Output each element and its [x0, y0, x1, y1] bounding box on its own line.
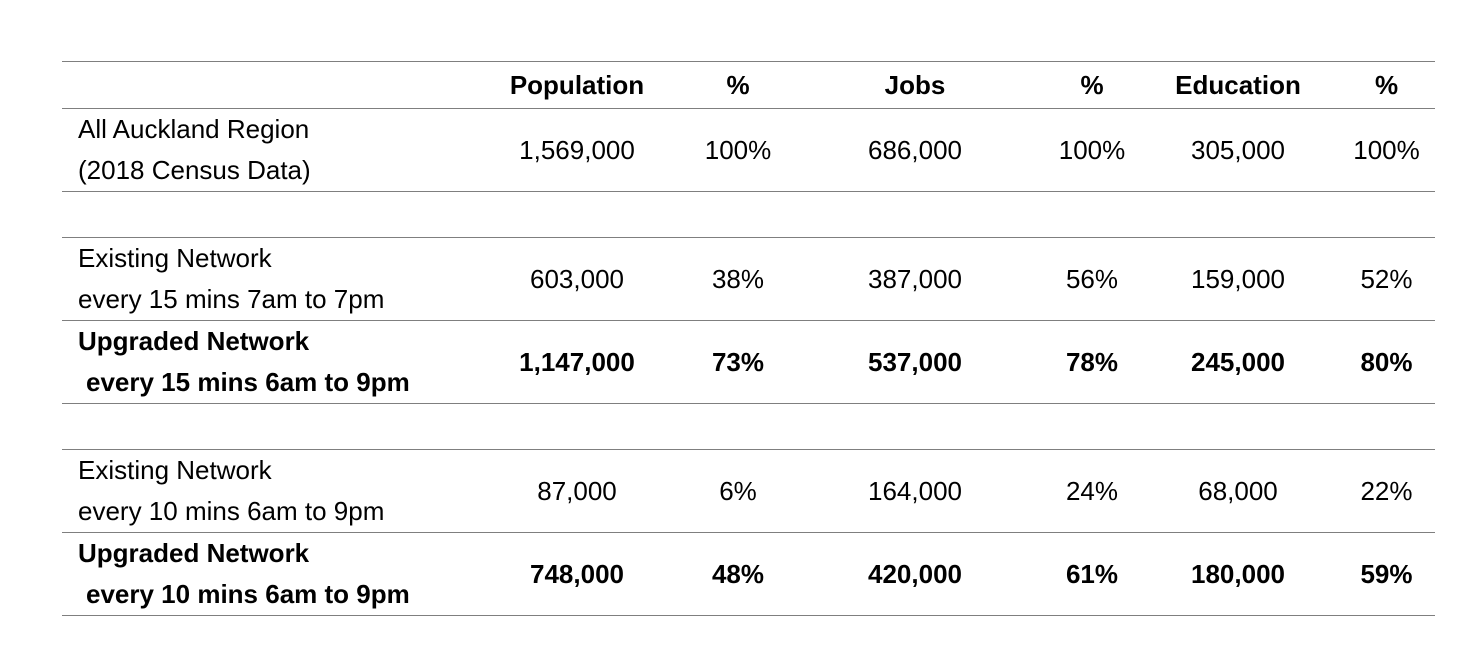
cell-jobs: 387,000 [784, 238, 1046, 321]
cell-education: 180,000 [1138, 533, 1338, 616]
row-label-line1: Existing Network [78, 243, 272, 273]
cell-jobs: 537,000 [784, 321, 1046, 404]
cell-population: 1,569,000 [462, 109, 692, 192]
cell-jobs-pct: 24% [1046, 450, 1138, 533]
cell-education-pct: 52% [1338, 238, 1435, 321]
cell-education: 68,000 [1138, 450, 1338, 533]
row-label [62, 109, 462, 192]
row-label-line1: Upgraded Network [78, 326, 310, 356]
coverage-table [62, 61, 1435, 616]
row-label-line2: every 10 mins 6am to 9pm [78, 496, 385, 526]
header-population-pct: % [692, 62, 784, 109]
row-label [62, 321, 462, 404]
row-label-line2: every 15 mins 6am to 9pm [86, 367, 410, 397]
header-education: Education [1138, 62, 1338, 109]
row-label [62, 450, 462, 533]
table-row [62, 321, 1435, 404]
cell-education: 245,000 [1138, 321, 1338, 404]
row-label-line1: Existing Network [78, 455, 272, 485]
row-label [62, 533, 462, 616]
header-population: Population [462, 62, 692, 109]
header-jobs: Jobs [784, 62, 1046, 109]
table-row [62, 238, 1435, 321]
cell-jobs-pct: 61% [1046, 533, 1138, 616]
row-label-line2: (2018 Census Data) [78, 155, 311, 185]
cell-population: 748,000 [462, 533, 692, 616]
row-label-line2: every 15 mins 7am to 7pm [78, 284, 385, 314]
header-education-pct: % [1338, 62, 1435, 109]
header-row [62, 62, 1435, 109]
row-label [62, 238, 462, 321]
cell-jobs-pct: 56% [1046, 238, 1138, 321]
cell-education-pct: 22% [1338, 450, 1435, 533]
spacer-row [62, 192, 1435, 238]
cell-education: 305,000 [1138, 109, 1338, 192]
cell-population-pct: 38% [692, 238, 784, 321]
header-label [62, 62, 462, 109]
table-row [62, 450, 1435, 533]
cell-jobs-pct: 78% [1046, 321, 1138, 404]
cell-jobs: 164,000 [784, 450, 1046, 533]
header-jobs-pct: % [1046, 62, 1138, 109]
cell-population: 87,000 [462, 450, 692, 533]
cell-jobs: 420,000 [784, 533, 1046, 616]
spacer-row [62, 404, 1435, 450]
cell-population-pct: 48% [692, 533, 784, 616]
row-label-line1: All Auckland Region [78, 114, 310, 144]
table-row [62, 109, 1435, 192]
cell-population-pct: 6% [692, 450, 784, 533]
cell-education-pct: 59% [1338, 533, 1435, 616]
cell-education: 159,000 [1138, 238, 1338, 321]
cell-jobs-pct: 100% [1046, 109, 1138, 192]
cell-education-pct: 80% [1338, 321, 1435, 404]
row-label-line2: every 10 mins 6am to 9pm [86, 579, 410, 609]
row-label-line1: Upgraded Network [78, 538, 310, 568]
cell-jobs: 686,000 [784, 109, 1046, 192]
cell-population-pct: 100% [692, 109, 784, 192]
cell-population-pct: 73% [692, 321, 784, 404]
table-row [62, 533, 1435, 616]
cell-population: 603,000 [462, 238, 692, 321]
cell-education-pct: 100% [1338, 109, 1435, 192]
cell-population: 1,147,000 [462, 321, 692, 404]
